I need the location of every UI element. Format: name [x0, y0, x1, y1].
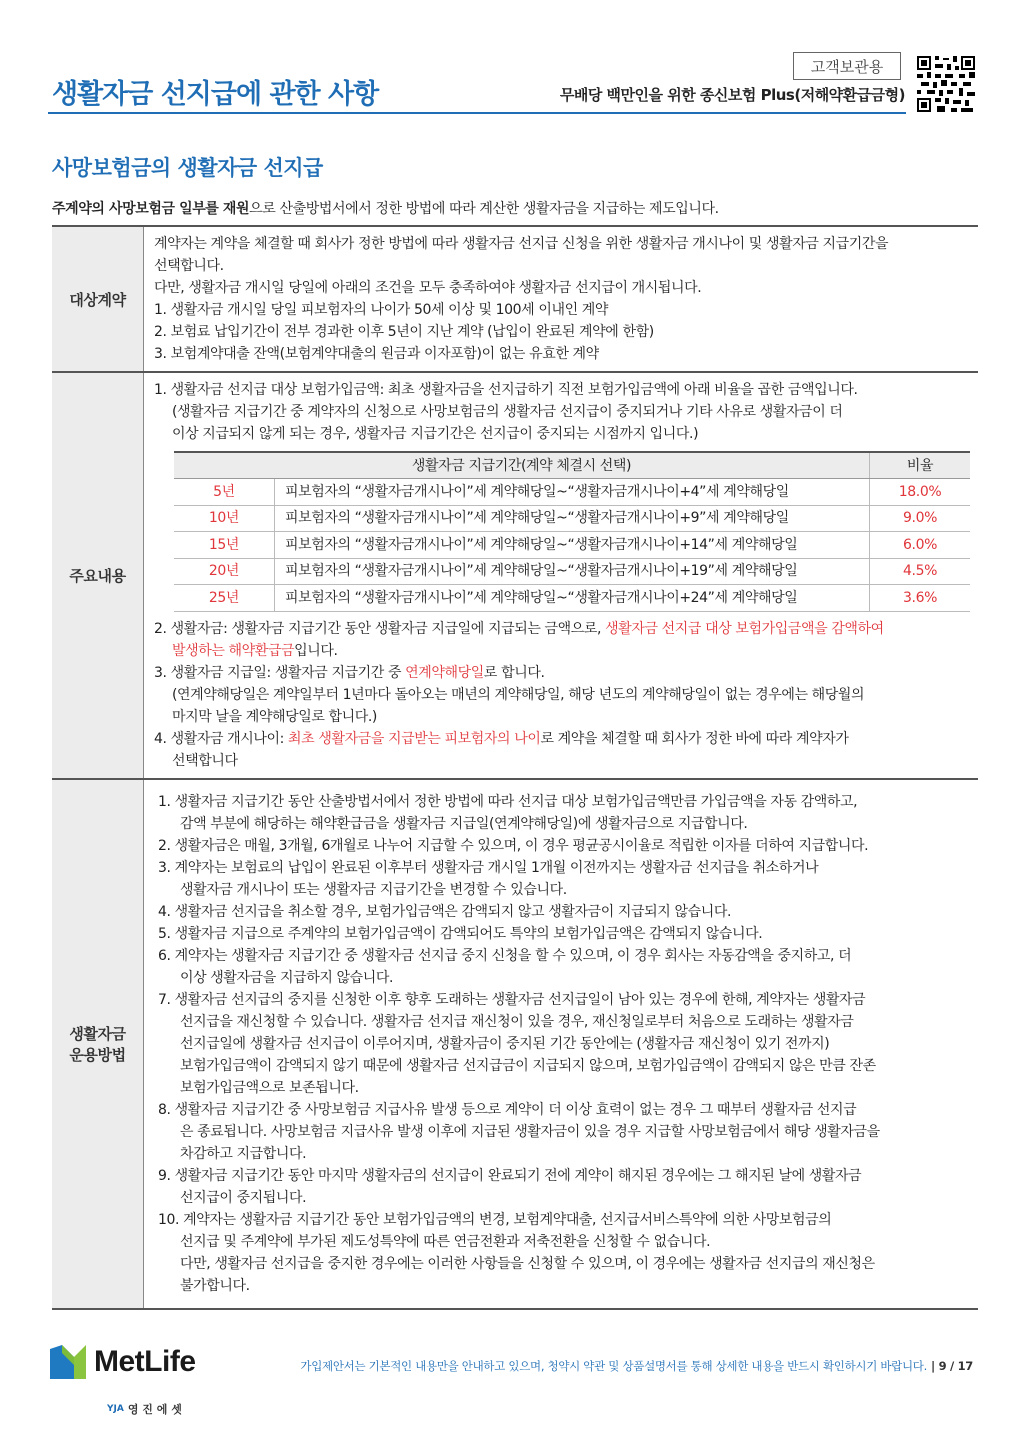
label-line: 생활자금	[69, 1024, 126, 1043]
period-cell: 5년	[174, 479, 275, 506]
footer-disclaimer	[300, 1358, 973, 1374]
customer-copy-badge: 고객보관용	[793, 52, 901, 80]
text-line: 계약자는 계약을 체결할 때 회사가 정한 방법에 따라 생활자금 선지급 신청을 위한 생활자금 개시나이 및 생활자금 지급기간을	[154, 236, 889, 252]
text-line: 보험가입금액이 감액되지 않기 때문에 생활자금 선지급금이 지급되지 않으며, 보험가입금액이 감액되지 않은 만큼 잔존	[180, 1057, 876, 1074]
text-line: 다만, 생활자금 선지급을 중지한 경우에는 이러한 사항들을 신청할 수 있으며, 이 경우에는 생활자금 선지급의 재신청은	[180, 1255, 875, 1272]
text-line: 선택합니다.	[154, 258, 224, 274]
text-line: 10. 계약자는 생활자금 지급기간 동안 보험가입금액의 변경, 보험계약대출, 선지급서비스특약에 의한 사망보험금의	[158, 1211, 832, 1228]
row-operation-method	[52, 779, 978, 1309]
row-label-target: 대상계약	[52, 226, 144, 372]
text-line: 선지급 및 주계약에 부가된 제도성특약에 따른 연금전환과 저축전환을 신청할 수 없습니다.	[180, 1233, 711, 1250]
period-cell: 20년	[174, 558, 275, 585]
section-intro	[52, 198, 719, 218]
item3-emphasis: 연계약해당일	[405, 664, 484, 681]
label-line: 운용방법	[69, 1045, 126, 1064]
period-cell: 15년	[174, 532, 275, 559]
metlife-logo	[50, 1345, 196, 1379]
rate-cell: 18.0%	[870, 479, 971, 506]
text-line: 이상 지급되지 않게 되는 경우, 생활자금 지급기간은 선지급이 중지되는 시점까지 입니다.)	[172, 426, 699, 442]
row-body-target	[144, 226, 979, 372]
disclaimer-text: 가입제안서는 기본적인 내용만을 안내하고 있으며, 청약시 약관 및 상품설명서를 통해 상세한 내용을 반드시 확인하시기 바랍니다.	[300, 1359, 927, 1373]
table-header-row	[174, 452, 970, 479]
item4-text: 4. 생활자금 개시나이:	[154, 730, 289, 747]
title-divider	[48, 112, 906, 114]
item2-emphasis: 생활자금 선지급 대상 보험가입금액을 감액하여	[605, 620, 884, 637]
item4-text: 로 계약을 체결할 때 회사가 정한 바에 따라 계약자가	[540, 730, 849, 747]
text-line	[154, 728, 970, 750]
text-line: 3. 계약자는 보험료의 납입이 완료된 이후부터 생활자금 개시일 1개월 이전까지는 생활자금 선지급을 취소하거나	[158, 859, 819, 876]
text-line: 2. 보험료 납입기간이 전부 경과한 이후 5년이 지난 계약 (납입이 완료된 계약에 한함)	[154, 324, 654, 340]
text-line: 1. 생활자금 개시일 당일 피보험자의 나이가 50세 이상 및 100세 이내인 계약	[154, 302, 608, 318]
text-line	[154, 662, 970, 684]
row-label-main: 주요내용	[52, 372, 144, 779]
column-header-rate: 비율	[870, 452, 971, 479]
text-line: 7. 생활자금 선지급의 중지를 신청한 이후 향후 도래하는 생활자금 선지급일이 남아 있는 경우에 한해, 계약자는 생활자금	[158, 991, 866, 1008]
row-body-operation	[144, 779, 979, 1309]
page-number: | 9 / 17	[930, 1359, 973, 1373]
table-row	[174, 585, 970, 612]
rate-cell: 9.0%	[870, 505, 971, 532]
description-cell: 피보험자의 “생활자금개시나이”세 계약해당일~“생활자금개시나이+4”세 계약해당일	[275, 479, 870, 506]
description-cell: 피보험자의 “생활자금개시나이”세 계약해당일~“생활자금개시나이+24”세 계약해당일	[275, 585, 870, 612]
item2-text: 입니다.	[294, 642, 338, 659]
period-cell: 25년	[174, 585, 275, 612]
period-cell: 10년	[174, 505, 275, 532]
text-line: 8. 생활자금 지급기간 중 사망보험금 지급사유 발생 등으로 계약이 더 이상 효력이 없는 경우 그 때부터 생활자금 선지급	[158, 1101, 857, 1118]
text-line: 6. 계약자는 생활자금 지급기간 중 생활자금 선지급 중지 신청을 할 수 있으며, 이 경우 회사는 자동감액을 중지하고, 더	[158, 947, 852, 964]
item2-emphasis: 발생하는 해약환급금	[172, 642, 295, 659]
table-row	[174, 479, 970, 506]
text-line: 1. 생활자금 선지급 대상 보험가입금액: 최초 생활자금을 선지급하기 직전 보험가입금액에 아래 비율을 곱한 금액입니다.	[154, 382, 858, 398]
partner-name: 영 진 에 셋	[127, 1403, 182, 1416]
text-line: 은 종료됩니다. 사망보험금 지급사유 발생 이후에 지급된 생활자금이 있을 경우 지급할 사망보험금에서 해당 생활자금을	[180, 1123, 880, 1140]
text-line	[154, 618, 970, 640]
qr-code-icon	[917, 56, 975, 112]
rate-cell: 3.6%	[870, 585, 971, 612]
section-title: 사망보험금의 생활자금 선지급	[52, 156, 323, 180]
text-line: 9. 생활자금 지급기간 동안 마지막 생활자금의 선지급이 완료되기 전에 계약이 해지된 경우에는 그 해지된 날에 생활자금	[158, 1167, 862, 1184]
text-line: 1. 생활자금 지급기간 동안 산출방법서에서 정한 방법에 따라 선지급 대상 보험가입금액만큼 가입금액을 자동 감액하고,	[158, 793, 858, 810]
text-line: 선지급일에 생활자금 선지급이 이루어지며, 생활자금이 중지된 기간 동안에는 (생활자금 재신청이 있기 전까지)	[180, 1035, 830, 1052]
row-label-operation	[52, 779, 144, 1309]
table-row	[174, 532, 970, 559]
metlife-m-logo-icon	[50, 1345, 86, 1379]
text-line: 다만, 생활자금 개시일 당일에 아래의 조건을 모두 충족하여야 생활자금 선지급이 개시됩니다.	[154, 280, 702, 296]
text-line: (생활자금 지급기간 중 계약자의 신청으로 사망보험금의 생활자금 선지급이 중지되거나 기타 사유로 생활자금이 더	[172, 404, 843, 420]
description-cell: 피보험자의 “생활자금개시나이”세 계약해당일~“생활자금개시나이+14”세 계약해당일	[275, 532, 870, 559]
row-body-main	[144, 372, 979, 779]
product-name: 무배당 백만인을 위한 종신보험 Plus(저해약환급금형)	[559, 86, 905, 104]
description-cell: 피보험자의 “생활자금개시나이”세 계약해당일~“생활자금개시나이+9”세 계약해당일	[275, 505, 870, 532]
info-table	[52, 225, 978, 1310]
item4-emphasis: 최초 생활자금을 지급받는 피보험자의 나이	[288, 730, 541, 747]
text-line: (연계약해당일은 계약일부터 1년마다 돌아오는 매년의 계약해당일, 해당 년도의 계약해당일이 없는 경우에는 해당월의	[172, 686, 865, 703]
text-line: 선택합니다	[172, 752, 238, 769]
text-line: 선지급을 재신청할 수 있습니다. 생활자금 선지급 재신청이 있을 경우, 재신청일로부터 처음으로 도래하는 생활자금	[180, 1013, 854, 1030]
text-line: 4. 생활자금 선지급을 취소할 경우, 보험가입금액은 감액되지 않고 생활자금이 지급되지 않습니다.	[158, 903, 731, 920]
partner-logo	[107, 1401, 182, 1417]
intro-rest: 으로 산출방법서에서 정한 방법에 따라 계산한 생활자금을 지급하는 제도입니다.	[249, 201, 719, 217]
text-line: 보험가입금액으로 보존됩니다.	[180, 1079, 359, 1096]
page-title: 생활자금 선지급에 관한 사항	[52, 79, 379, 110]
text-line: 3. 보험계약대출 잔액(보험계약대출의 원금과 이자포함)이 없는 유효한 계약	[154, 346, 599, 362]
text-line	[154, 640, 970, 662]
brand-name: MetLife	[94, 1345, 196, 1378]
table-row	[174, 558, 970, 585]
column-header-period: 생활자금 지급기간(계약 체결시 선택)	[174, 452, 870, 479]
item3-text: 로 합니다.	[483, 664, 545, 681]
row-main-content	[52, 372, 978, 779]
partner-mark: YJA	[107, 1404, 124, 1414]
text-line: 마지막 날을 계약해당일로 합니다.)	[172, 708, 377, 725]
rate-cell: 4.5%	[870, 558, 971, 585]
text-line: 생활자금 개시나이 또는 생활자금 지급기간을 변경할 수 있습니다.	[180, 881, 567, 898]
table-row	[174, 505, 970, 532]
item3-text: 3. 생활자금 지급일: 생활자금 지급기간 중	[154, 664, 406, 681]
text-line: 불가합니다.	[180, 1277, 250, 1294]
intro-bold: 주계약의 사망보험금 일부를 재원	[52, 201, 250, 217]
item2-text: 2. 생활자금: 생활자금 지급기간 동안 생활자금 지급일에 지급되는 금액으로,	[154, 620, 606, 637]
rate-cell: 6.0%	[870, 532, 971, 559]
payout-period-table	[174, 451, 970, 612]
text-line: 5. 생활자금 지급으로 주계약의 보험가입금액이 감액되어도 특약의 보험가입금액은 감액되지 않습니다.	[158, 925, 763, 942]
description-cell: 피보험자의 “생활자금개시나이”세 계약해당일~“생활자금개시나이+19”세 계약해당일	[275, 558, 870, 585]
text-line: 이상 생활자금을 지급하지 않습니다.	[180, 969, 394, 986]
text-line: 2. 생활자금은 매월, 3개월, 6개월로 나누어 지급할 수 있으며, 이 경우 평균공시이율로 적립한 이자를 더하여 지급합니다.	[158, 837, 869, 854]
text-line: 감액 부분에 해당하는 해약환급금을 생활자금 지급일(연계약해당일)에 생활자금으로 지급합니다.	[180, 815, 748, 832]
text-line: 차감하고 지급합니다.	[180, 1145, 307, 1162]
row-target-contract	[52, 226, 978, 372]
text-line: 선지급이 중지됩니다.	[180, 1189, 307, 1206]
